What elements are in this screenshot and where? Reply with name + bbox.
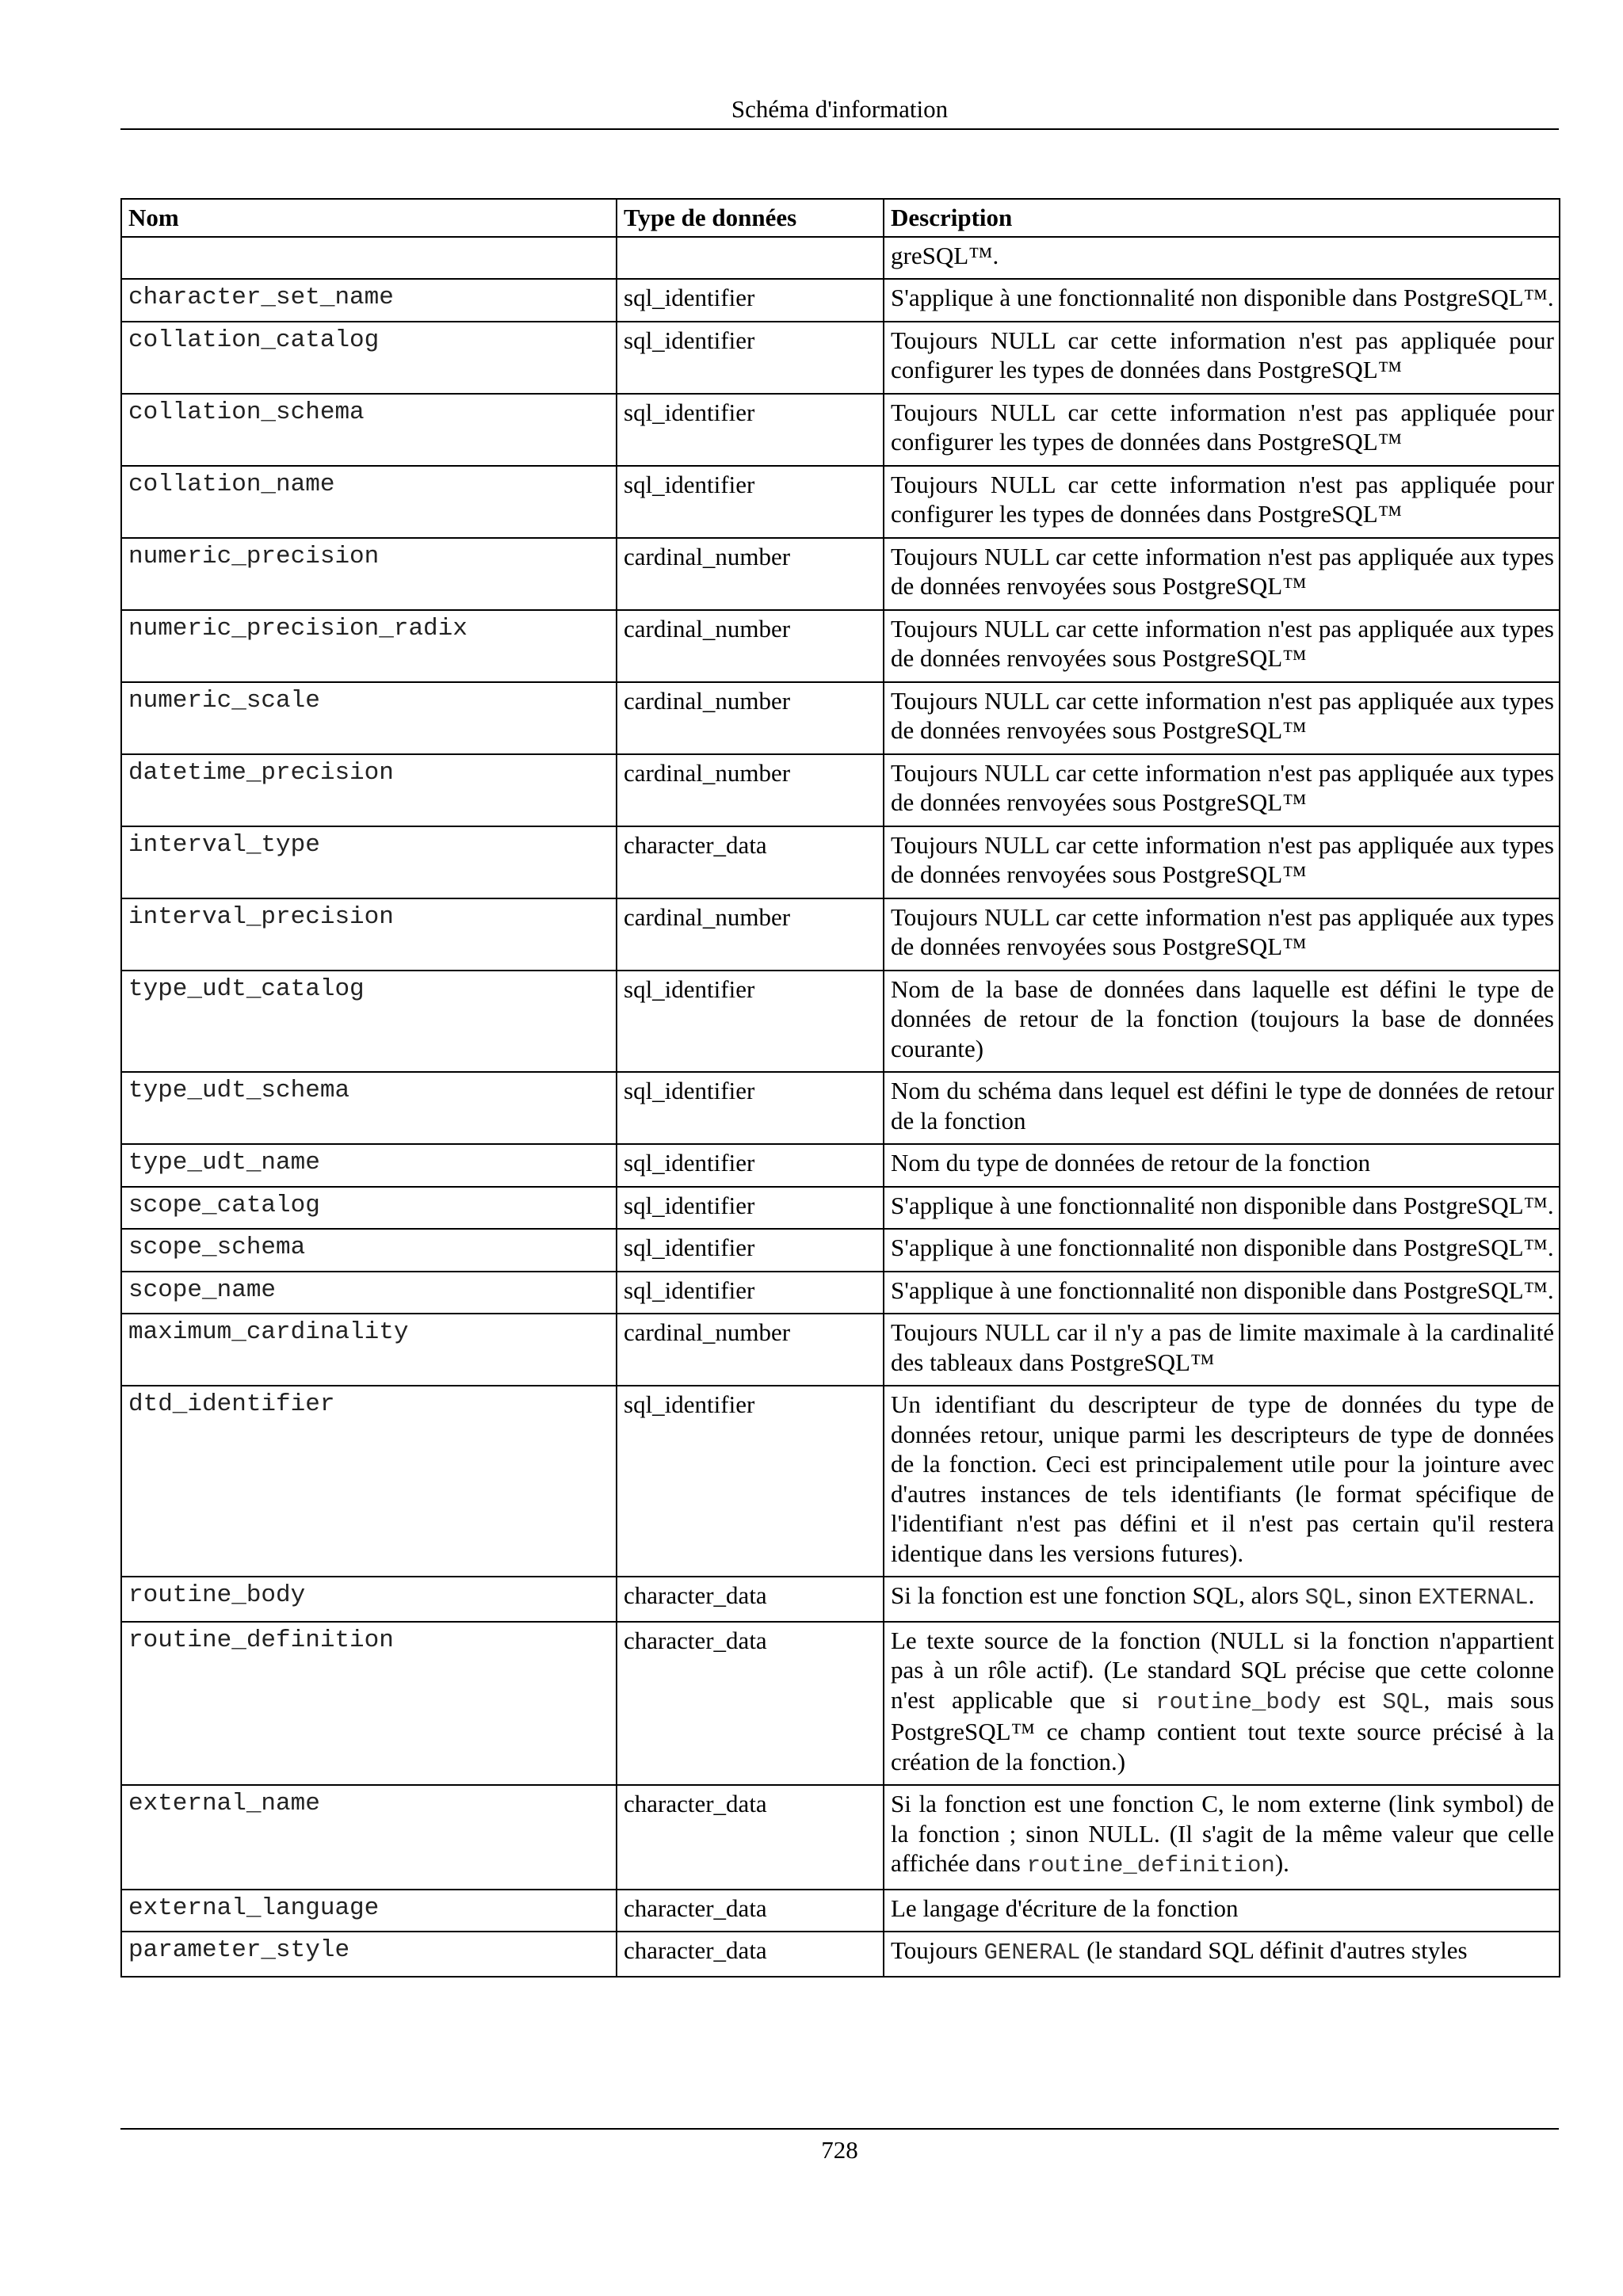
table-row [121, 610, 1560, 682]
footer-rule [120, 2128, 1559, 2130]
cell-type: sql_identifier [617, 394, 884, 466]
cell-description [884, 237, 1560, 280]
description-text: Nom du schéma dans lequel est défini le type de données de retour de la fonction [891, 1077, 1554, 1135]
description-text: Toujours [891, 1936, 984, 1964]
description-text: S'applique à une fonctionnalité non disponible dans PostgreSQL™. [891, 1191, 1554, 1219]
cell-description [884, 394, 1560, 466]
page-header: Schéma d'information [731, 95, 949, 123]
description-text: , sinon [1346, 1581, 1419, 1609]
cell-type: cardinal_number [617, 754, 884, 826]
inline-code: routine_definition [1026, 1852, 1275, 1878]
description-text: Si la fonction est une fonction SQL, alors [891, 1581, 1305, 1609]
inline-code: SQL [1304, 1585, 1346, 1611]
cell-type: sql_identifier [617, 322, 884, 394]
cell-type: character_data [617, 826, 884, 898]
cell-description [884, 466, 1560, 538]
cell-type: sql_identifier [617, 279, 884, 322]
table-row [121, 237, 1560, 280]
cell-description [884, 1386, 1560, 1577]
cell-name: parameter_style [121, 1932, 617, 1977]
description-text: Toujours NULL car cette information n'est pas appliquée aux types de données renvoyées sous PostgreSQL™ [891, 542, 1554, 600]
cell-type: character_data [617, 1577, 884, 1622]
cell-description [884, 754, 1560, 826]
column-header-name: Nom [121, 199, 617, 237]
description-text: , mais sous PostgreSQL™ ce champ contient tout texte source précisé à la création de la fonction.) [891, 1685, 1554, 1775]
cell-description [884, 322, 1560, 394]
cell-description [884, 1890, 1560, 1932]
description-text: (le standard SQL définit d'autres styles [1080, 1936, 1468, 1964]
cell-name: routine_definition [121, 1622, 617, 1786]
header-rule [120, 128, 1559, 130]
cell-type: character_data [617, 1785, 884, 1890]
column-header-type: Type de données [617, 199, 884, 237]
table-row [121, 1229, 1560, 1272]
cell-name: numeric_precision [121, 538, 617, 610]
description-text: Un identifiant du descripteur de type de données du type de données retour, unique parmi les descripteurs de type de données de la fonction. Ceci est principalement utile pour la jointure avec d'autres instances de tels identifiants (le format spécifique de l'identifiant n'est pas défini et il n'est pas certain qu'il restera identique dans les versions futures). [891, 1390, 1554, 1567]
inline-code: routine_body [1155, 1688, 1322, 1715]
cell-description [884, 1187, 1560, 1230]
cell-name: collation_name [121, 466, 617, 538]
cell-description [884, 971, 1560, 1073]
cell-name [121, 237, 617, 280]
description-text: est [1321, 1685, 1383, 1714]
cell-name: external_language [121, 1890, 617, 1932]
cell-type: sql_identifier [617, 1229, 884, 1272]
cell-name: numeric_precision_radix [121, 610, 617, 682]
cell-description [884, 1785, 1560, 1890]
description-text: Toujours NULL car cette information n'est pas appliquée pour configurer les types de données dans PostgreSQL™ [891, 326, 1554, 383]
table-row [121, 1932, 1560, 1977]
cell-name: routine_body [121, 1577, 617, 1622]
description-text: Toujours NULL car cette information n'est pas appliquée pour configurer les types de données dans PostgreSQL™ [891, 470, 1554, 528]
table-header-row [121, 199, 1560, 237]
cell-description [884, 1932, 1560, 1977]
cell-description [884, 1272, 1560, 1314]
cell-name: numeric_scale [121, 682, 617, 754]
description-text: S'applique à une fonctionnalité non disponible dans PostgreSQL™. [891, 284, 1554, 311]
table-row [121, 394, 1560, 466]
cell-type: sql_identifier [617, 1272, 884, 1314]
table-row [121, 1314, 1560, 1386]
description-text: Si la fonction est une fonction C, le nom externe (link symbol) de la fonction ; sinon NULL. (Il s'agit de la même valeur que celle affichée dans [891, 1790, 1554, 1877]
cell-type: cardinal_number [617, 682, 884, 754]
cell-name: scope_name [121, 1272, 617, 1314]
table-row [121, 1577, 1560, 1622]
cell-type: cardinal_number [617, 538, 884, 610]
description-text: S'applique à une fonctionnalité non disponible dans PostgreSQL™. [891, 1276, 1554, 1304]
cell-type: sql_identifier [617, 1072, 884, 1144]
table-row [121, 466, 1560, 538]
cell-type: sql_identifier [617, 1187, 884, 1230]
table-row [121, 279, 1560, 322]
table-row [121, 971, 1560, 1073]
table-row [121, 826, 1560, 898]
table-row [121, 1622, 1560, 1786]
description-text: greSQL™. [891, 241, 999, 269]
table-row [121, 1272, 1560, 1314]
cell-type: sql_identifier [617, 1386, 884, 1577]
cell-description [884, 279, 1560, 322]
description-text: . [1528, 1581, 1535, 1609]
cell-type: cardinal_number [617, 898, 884, 971]
cell-name: collation_schema [121, 394, 617, 466]
cell-description [884, 1072, 1560, 1144]
cell-type: character_data [617, 1622, 884, 1786]
cell-type: cardinal_number [617, 610, 884, 682]
table-row [121, 1785, 1560, 1890]
description-text: Toujours NULL car cette information n'est pas appliquée pour configurer les types de données dans PostgreSQL™ [891, 398, 1554, 456]
table-row [121, 1144, 1560, 1187]
description-text: Toujours NULL car cette information n'est pas appliquée aux types de données renvoyées sous PostgreSQL™ [891, 902, 1554, 960]
cell-description [884, 1229, 1560, 1272]
description-text: Nom du type de données de retour de la fonction [891, 1149, 1371, 1177]
cell-name: maximum_cardinality [121, 1314, 617, 1386]
column-header-description: Description [884, 199, 1560, 237]
cell-description [884, 682, 1560, 754]
description-text: S'applique à une fonctionnalité non disponible dans PostgreSQL™. [891, 1234, 1554, 1261]
cell-description [884, 898, 1560, 971]
page-number: 728 [821, 2136, 858, 2164]
cell-description [884, 1577, 1560, 1622]
cell-name: type_udt_catalog [121, 971, 617, 1073]
cell-type: cardinal_number [617, 1314, 884, 1386]
cell-type [617, 237, 884, 280]
table-row [121, 538, 1560, 610]
table-row [121, 1072, 1560, 1144]
description-text: Le langage d'écriture de la fonction [891, 1894, 1239, 1922]
cell-name: scope_catalog [121, 1187, 617, 1230]
cell-description [884, 826, 1560, 898]
cell-name: interval_precision [121, 898, 617, 971]
description-text: Toujours NULL car cette information n'est pas appliquée aux types de données renvoyées sous PostgreSQL™ [891, 614, 1554, 672]
cell-description [884, 1314, 1560, 1386]
cell-type: sql_identifier [617, 466, 884, 538]
table-row [121, 1890, 1560, 1932]
inline-code: GENERAL [983, 1939, 1081, 1966]
cell-name: dtd_identifier [121, 1386, 617, 1577]
description-text: ). [1274, 1849, 1289, 1877]
cell-description [884, 1144, 1560, 1187]
cell-name: datetime_precision [121, 754, 617, 826]
cell-description [884, 1622, 1560, 1786]
cell-type: sql_identifier [617, 971, 884, 1073]
table-body [121, 237, 1560, 1977]
description-text: Le texte source de la fonction (NULL si la fonction n'appartient pas à un rôle actif). (Le standard SQL précise que cette colonne n'est applicable que si [891, 1626, 1554, 1714]
description-text: Toujours NULL car cette information n'est pas appliquée aux types de données renvoyées sous PostgreSQL™ [891, 686, 1554, 744]
cell-type: character_data [617, 1932, 884, 1977]
table-row [121, 1386, 1560, 1577]
table-row [121, 322, 1560, 394]
table-row [121, 682, 1560, 754]
inline-code: EXTERNAL [1418, 1585, 1529, 1611]
description-text: Nom de la base de données dans laquelle est défini le type de données de retour de la fonction (toujours la base de données courante) [891, 974, 1554, 1062]
attributes-table [120, 198, 1560, 1978]
table-row [121, 898, 1560, 971]
inline-code: SQL [1382, 1688, 1424, 1715]
cell-name: collation_catalog [121, 322, 617, 394]
cell-name: type_udt_name [121, 1144, 617, 1187]
cell-description [884, 538, 1560, 610]
cell-name: type_udt_schema [121, 1072, 617, 1144]
cell-name: character_set_name [121, 279, 617, 322]
cell-name: scope_schema [121, 1229, 617, 1272]
description-text: Toujours NULL car il n'y a pas de limite maximale à la cardinalité des tableaux dans PostgreSQL™ [891, 1318, 1554, 1376]
table-row [121, 1187, 1560, 1230]
table-row [121, 754, 1560, 826]
cell-name: interval_type [121, 826, 617, 898]
description-text: Toujours NULL car cette information n'est pas appliquée aux types de données renvoyées sous PostgreSQL™ [891, 758, 1554, 816]
description-text: Toujours NULL car cette information n'est pas appliquée aux types de données renvoyées sous PostgreSQL™ [891, 830, 1554, 888]
cell-description [884, 610, 1560, 682]
cell-type: sql_identifier [617, 1144, 884, 1187]
cell-type: character_data [617, 1890, 884, 1932]
cell-name: external_name [121, 1785, 617, 1890]
